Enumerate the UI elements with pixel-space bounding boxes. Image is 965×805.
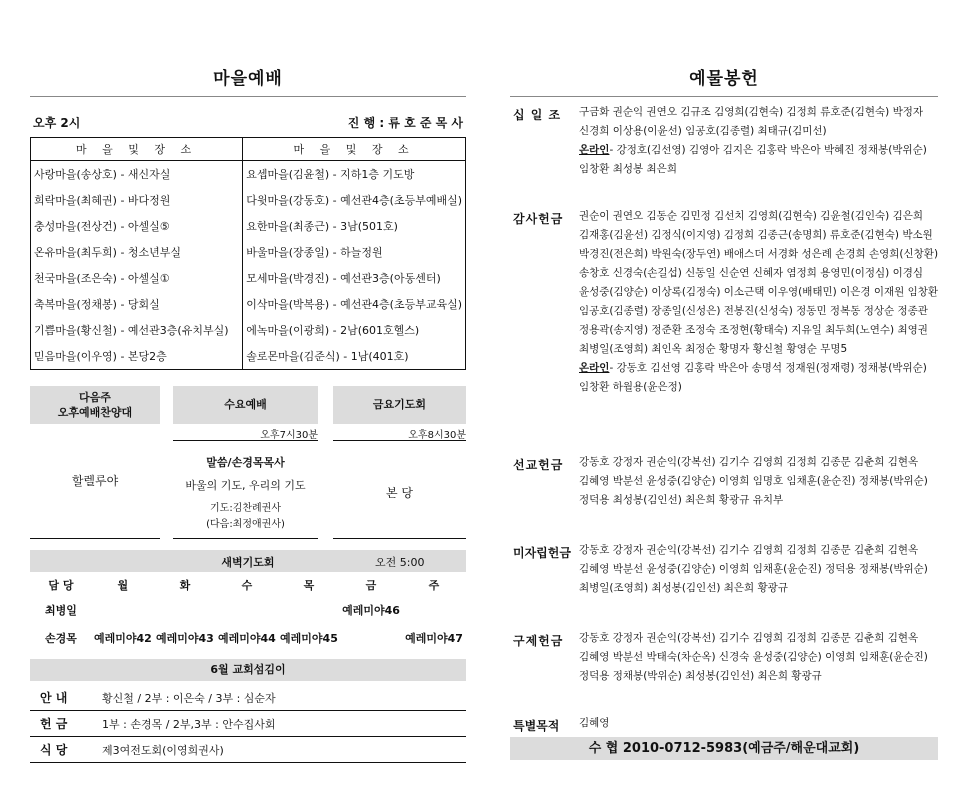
tithe-online-names: - 강정호(김선영) 김영아 김지은 김홍락 박은아 박혜진 정채봉(박위순) — [609, 144, 927, 156]
dawn-head-duty: 담 당 — [48, 579, 74, 592]
village-right-6: 이삭마을(박복용) - 예선관4층(초등부교육실) — [246, 298, 462, 311]
tithe-line: 임창환 최성봉 최은희 — [579, 163, 677, 175]
support-line: 강동호 강정자 권순익(강복선) 김기수 김영희 김정희 김종문 김춘희 김현옥 — [579, 544, 919, 556]
village-right-5: 모세마을(박경진) - 예선관3층(아동센터) — [246, 272, 441, 285]
mission-line: 강동호 강정자 권순익(강복선) 김기수 김영희 김정희 김종문 김춘희 김현옥 — [579, 456, 919, 468]
thanks-line: 임창환 하월용(윤은정) — [579, 381, 682, 393]
june-label-offering: 헌 금 — [40, 717, 68, 731]
dawn-row1-fri: 예레미야46 — [342, 604, 400, 617]
support-line: 김혜영 박분선 윤성중(김양순) 이영희 임채훈(윤순진) 정덕용 정채봉(박위순) — [579, 563, 928, 575]
village-right-7: 에녹마을(이광희) - 2남(601호헬스) — [246, 324, 420, 337]
village-right-8: 솔로몬마을(김준식) - 1남(401호) — [246, 350, 409, 363]
dawn-head-fri: 금 — [365, 579, 377, 592]
fri-time: 오후8시30분 — [333, 426, 466, 441]
wed-time: 오후7시30분 — [173, 426, 318, 441]
relief-line: 정덕용 정채봉(박위순) 최성봉(김인선) 최은희 황광규 — [579, 670, 822, 682]
village-left-3: 충성마을(전상건) - 아셀실⑤ — [31, 213, 243, 239]
june-value-cafeteria: 제3여전도회(이영희권사) — [102, 743, 224, 757]
left-title-divider — [30, 96, 466, 97]
dawn-head-wed: 수 — [241, 579, 253, 592]
next-week-choir-label: 다음주 오후예배찬양대 — [30, 386, 160, 424]
thanks-line: 송창호 신경숙(손길섭) 신동일 신순연 신혜자 염정희 용영민(이정심) 이경심 — [579, 267, 924, 279]
col-header-left: 마 을 및 장 소 — [31, 138, 243, 161]
relief-line: 강동호 강정자 권순익(강복선) 김기수 김영희 김정희 김종문 김춘희 김현옥 — [579, 632, 919, 644]
worship-leader: 진 행 : 류 호 준 목 사 — [347, 116, 463, 130]
dawn-row1-mon — [92, 596, 154, 624]
village-right-1: 요셉마을(김윤철) - 지하1층 기도방 — [246, 168, 415, 181]
thanks-line: 박경진(전은희) 박원숙(장두연) 배애스더 서경화 성은례 손경희 손영희(신창환) — [579, 248, 939, 260]
june-row-cafeteria — [30, 737, 466, 763]
fri-underline — [333, 538, 466, 539]
village-left-8: 믿음마을(이우영) - 본당2층 — [31, 343, 243, 370]
wed-sermon: 바울의 기도, 우리의 기도 — [185, 479, 306, 492]
june-value-usher: 황신철 / 2부 : 이은숙 / 3부 : 심순자 — [102, 691, 276, 705]
right-title-divider — [510, 96, 938, 97]
dawn-row1-sun — [402, 596, 466, 624]
support-label: 미자립헌금 — [513, 546, 571, 560]
thanks-line: 권순이 권연오 김동순 김민정 김선치 김영희(김현숙) 김윤철(김인숙) 김은희 — [579, 210, 924, 222]
next-week-choir: 할렐루야 — [71, 474, 119, 488]
june-label-usher: 안 내 — [40, 691, 68, 705]
thanks-line: 최병일(조영희) 최인옥 최정순 황명자 황신철 황영순 무명5 — [579, 343, 848, 355]
special-label: 특별목적 — [513, 719, 560, 733]
dawn-row2-mon: 예레미야42 — [93, 632, 152, 645]
dawn-head-thu: 목 — [303, 579, 315, 592]
worship-time: 오후 2시 — [33, 116, 81, 130]
dawn-row2-thu: 예레미야45 — [280, 632, 338, 645]
june-row-offering — [30, 711, 466, 737]
tithe-line: 구금화 권순익 권연오 김규조 김영희(김현숙) 김정희 류호준(김현숙) 박정자 — [579, 106, 924, 118]
dawn-label: 새벽기도회 — [221, 556, 275, 569]
village-right-3: 요한마을(최종근) - 3남(501호) — [246, 220, 398, 233]
dawn-header-bar — [30, 550, 466, 572]
thanks-online-line — [579, 359, 939, 378]
june-list — [30, 685, 466, 763]
dawn-row2-wed: 예레미야44 — [218, 632, 276, 645]
village-table — [30, 137, 466, 370]
dawn-row2-tue: 예레미야43 — [155, 632, 214, 645]
tithe-online-line — [579, 141, 939, 160]
dawn-head-tue: 화 — [179, 579, 191, 592]
wed-prayer: 기도:김찬례권사 — [210, 503, 281, 514]
wed-underline — [173, 538, 318, 539]
thanks-line: 정용곽(송지영) 정준환 조정숙 조정현(황태숙) 지유일 최두희(노연수) 최영권 — [579, 324, 928, 336]
tithe-names — [579, 103, 939, 179]
village-right-4: 바울마을(장종일) - 하늘정원 — [246, 246, 383, 259]
june-value-offering: 1부 : 손경목 / 2부,3부 : 안수집사회 — [102, 717, 276, 731]
dawn-row2-fri — [340, 624, 402, 652]
fri-place: 본 당 — [386, 486, 413, 500]
june-label-cafeteria: 식 당 — [40, 743, 68, 757]
choir-underline — [30, 538, 160, 539]
mission-names — [579, 453, 939, 510]
support-names — [579, 541, 939, 598]
mission-line: 김혜영 박분선 윤성중(김양순) 이영희 임명호 임채훈(윤순진) 정채봉(박위순) — [579, 475, 928, 487]
wed-preacher: 말씀/손경목목사 — [206, 456, 285, 469]
june-label: 6월 교회섬김이 — [30, 659, 466, 681]
dawn-row1-thu — [278, 596, 340, 624]
village-right-2: 다윗마을(강동호) - 예선관4층(초등부예배실) — [246, 194, 462, 207]
dawn-table — [30, 574, 466, 652]
tithe-line: 신경희 이상용(이윤선) 임공호(김종렬) 최태규(김미선) — [579, 125, 827, 137]
dawn-row1-wed — [216, 596, 278, 624]
village-left-7: 기쁨마을(황신철) - 예선관3층(유치부실) — [31, 317, 243, 343]
special-value: 김혜영 — [579, 717, 610, 729]
thanks-line: 윤성중(김양순) 이상록(김정숙) 이소근택 이우영(배태민) 이은경 이재원 임창환 — [579, 286, 939, 298]
thanks-label: 감사헌금 — [513, 212, 564, 226]
mission-line: 정덕용 최성봉(김인선) 최은희 황광규 유치부 — [579, 494, 784, 506]
thanks-online-tag: 온라인 — [579, 362, 610, 374]
thanks-line: 김재홍(김윤선) 김정식(이지영) 김정희 김종근(송명희) 류호준(김현숙) 박소원 — [579, 229, 933, 241]
dawn-row2-name: 손경목 — [44, 632, 77, 645]
thanks-online-names: - 강동호 김선영 김홍락 박은아 송명석 정재원(정재령) 정채봉(박위순) — [609, 362, 927, 374]
village-left-1: 사랑마을(송상호) - 새신자실 — [31, 161, 243, 188]
village-left-2: 희락마을(최혜권) - 바다정원 — [31, 187, 243, 213]
right-title: 예물봉헌 — [689, 69, 759, 89]
village-left-6: 축복마을(정채봉) - 당회실 — [31, 291, 243, 317]
tithe-online-tag: 온라인 — [579, 144, 610, 156]
bank-account: 수 협 2010-0712-5983(예금주/해운대교회) — [510, 737, 938, 760]
left-title: 마을예배 — [213, 69, 283, 89]
fri-prayer-label: 금요기도회 — [333, 386, 466, 424]
dawn-row1-tue — [154, 596, 216, 624]
wed-next-prayer: (다음:최정애권사) — [206, 519, 285, 530]
support-line: 최병일(조영희) 최성봉(김인선) 최은희 황광규 — [579, 582, 788, 594]
dawn-head-mon: 월 — [117, 579, 129, 592]
col-header-right: 마 을 및 장 소 — [243, 138, 466, 161]
relief-label: 구제헌금 — [513, 634, 564, 648]
village-left-4: 온유마을(최두희) - 청소년부실 — [31, 239, 243, 265]
relief-line: 김혜영 박분선 박태숙(차순옥) 신경숙 윤성중(김양순) 이영희 임채훈(윤순진) — [579, 651, 928, 663]
wed-service-label: 수요예배 — [173, 386, 318, 424]
thanks-names — [579, 207, 939, 397]
relief-names — [579, 629, 939, 686]
thanks-line: 임공호(김종렬) 장종일(신성은) 전봉진(신성숙) 정동민 정복동 정상순 정종관 — [579, 305, 928, 317]
dawn-row1-name: 최병일 — [44, 604, 77, 617]
june-row-usher — [30, 685, 466, 711]
dawn-head-sun: 주 — [428, 579, 440, 592]
village-left-5: 천국마을(조은숙) - 아셀실① — [31, 265, 243, 291]
dawn-row2-sun: 예레미야47 — [405, 632, 463, 645]
mission-label: 선교헌금 — [513, 458, 564, 472]
tithe-label: 십 일 조 — [513, 108, 562, 122]
dawn-time: 오전 5:00 — [375, 556, 425, 569]
